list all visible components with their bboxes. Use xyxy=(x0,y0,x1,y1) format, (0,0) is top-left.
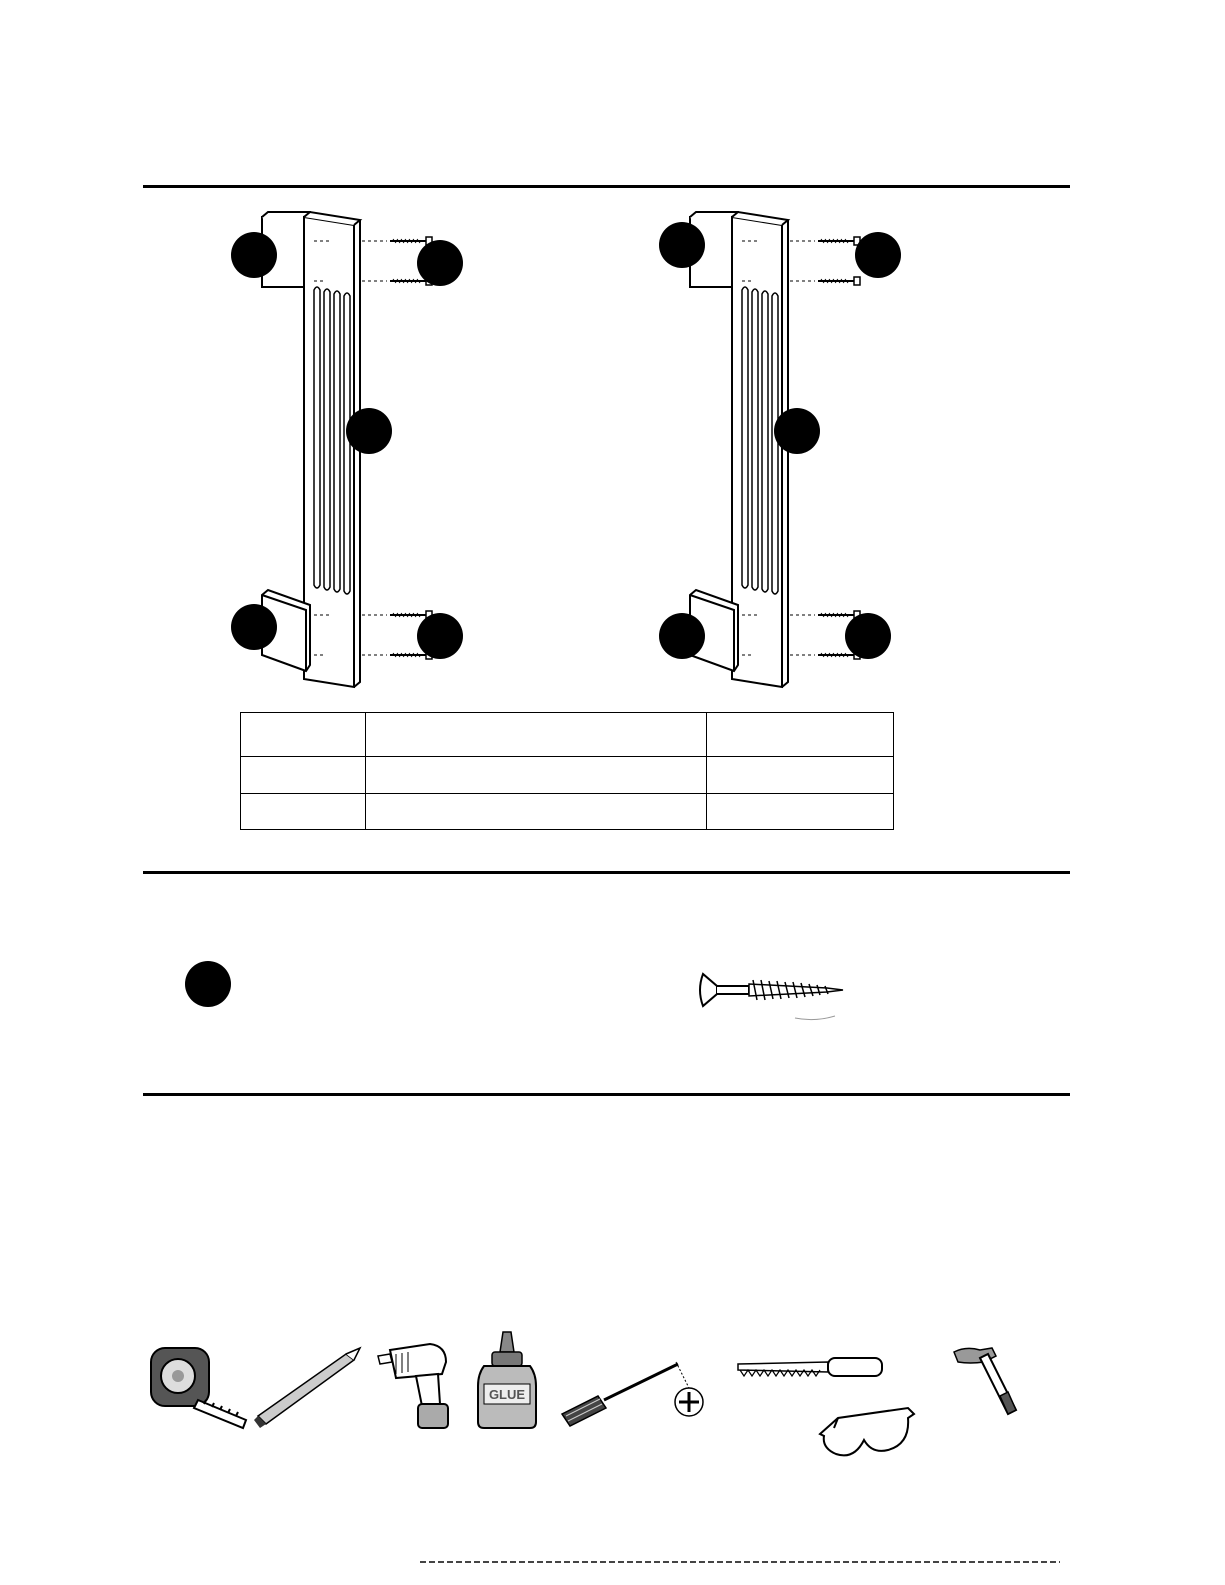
glue-bottle-icon xyxy=(476,1330,538,1430)
safety-glasses-icon xyxy=(818,1404,918,1464)
callout-badge xyxy=(774,408,820,454)
section-divider-bottom xyxy=(143,1093,1070,1096)
callout-badge xyxy=(845,613,891,659)
callout-badge xyxy=(417,240,463,286)
table-row xyxy=(241,713,894,757)
bottom-edge-marks xyxy=(0,1560,1225,1564)
section-divider-top xyxy=(143,185,1070,188)
phillips-screwdriver-icon xyxy=(558,1344,708,1434)
table-row xyxy=(241,757,894,794)
callout-badge xyxy=(231,604,277,650)
parts-table xyxy=(240,712,894,830)
glue-label: GLUE xyxy=(488,1387,526,1402)
callout-badge xyxy=(417,613,463,659)
table-cell xyxy=(366,757,707,794)
pencil-icon xyxy=(250,1346,362,1428)
callout-badge xyxy=(659,613,705,659)
tools-row xyxy=(140,1330,1080,1470)
table-cell xyxy=(707,713,894,757)
callout-badge xyxy=(855,232,901,278)
table-cell xyxy=(241,794,366,830)
callout-badge xyxy=(659,222,705,268)
table-cell xyxy=(366,794,707,830)
hardware-callout-badge xyxy=(185,961,231,1007)
wood-screw-icon xyxy=(695,966,855,1026)
saw-icon xyxy=(736,1356,886,1386)
callout-badge xyxy=(346,408,392,454)
table-cell xyxy=(241,713,366,757)
hammer-icon xyxy=(946,1344,1026,1424)
cordless-drill-icon xyxy=(376,1340,456,1435)
table-cell xyxy=(241,757,366,794)
table-cell xyxy=(366,713,707,757)
callout-badge xyxy=(231,232,277,278)
table-row xyxy=(241,794,894,830)
table-cell xyxy=(707,757,894,794)
table-cell xyxy=(707,794,894,830)
tape-measure-icon xyxy=(148,1342,253,1437)
